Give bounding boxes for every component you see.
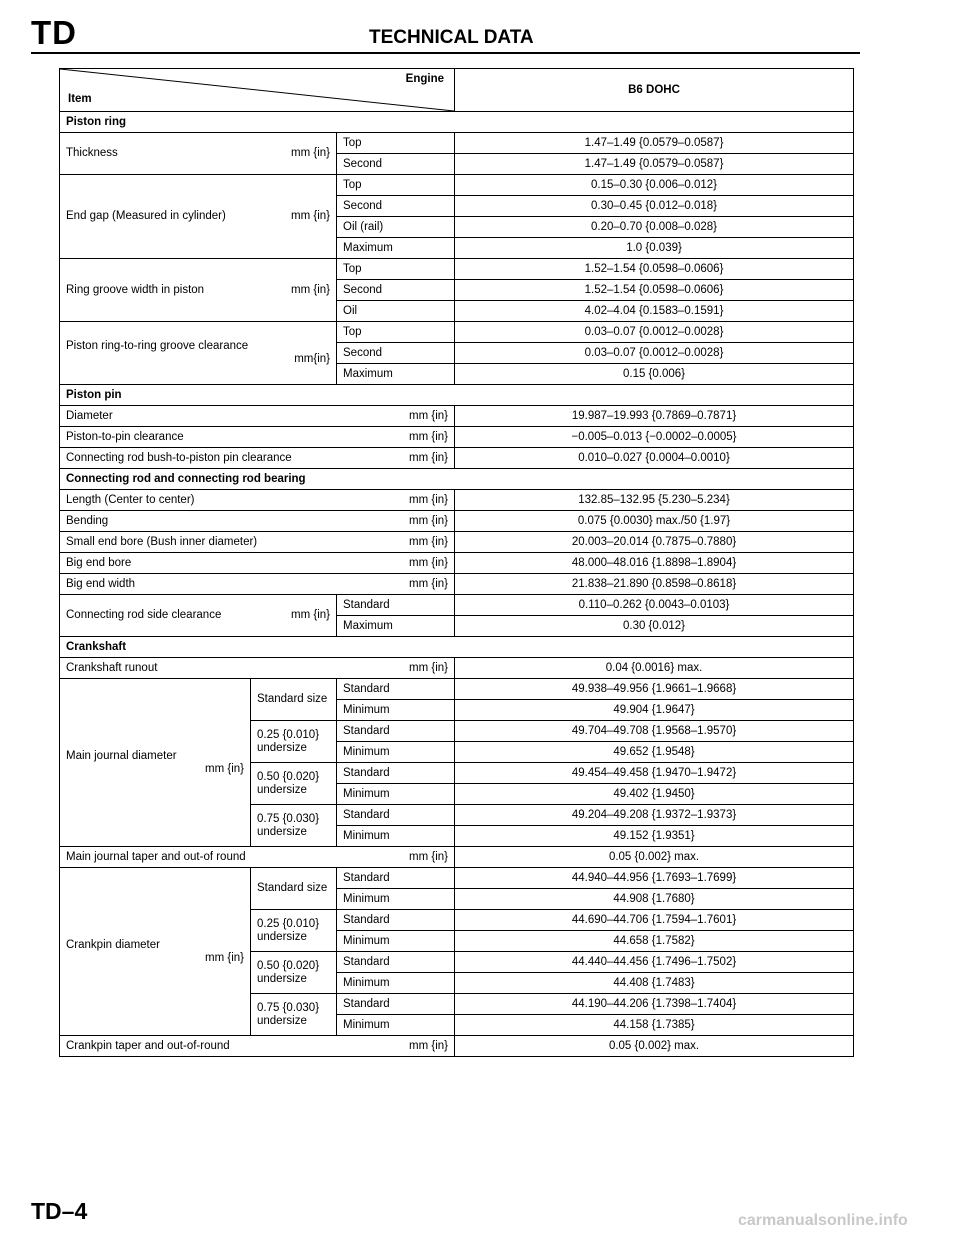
spec-value: 49.938–49.956 {1.9661–1.9668} <box>455 679 854 700</box>
sub-label: Oil <box>337 301 455 322</box>
table-row <box>60 490 854 511</box>
sub-label: Top <box>337 175 455 196</box>
spec-value: 48.000–48.016 {1.8898–1.8904} <box>455 553 854 574</box>
page-number: TD–4 <box>31 1198 88 1224</box>
spec-value: 132.85–132.95 {5.230–5.234} <box>455 490 854 511</box>
spec-value: 0.010–0.027 {0.0004–0.0010} <box>455 448 854 469</box>
spec-value: 1.52–1.54 {0.0598–0.0606} <box>455 259 854 280</box>
sub-label: Minimum <box>337 784 455 805</box>
table-row <box>60 259 854 280</box>
row-label: Connecting rod bush-to-piston pin clearance mm {in} <box>60 448 455 469</box>
section-row <box>60 637 854 658</box>
item-label: Item <box>68 93 92 105</box>
spec-value: 0.15–0.30 {0.006–0.012} <box>455 175 854 196</box>
spec-value: 0.20–0.70 {0.008–0.028} <box>455 217 854 238</box>
spec-value: 49.904 {1.9647} <box>455 700 854 721</box>
row-label: Big end width mm {in} <box>60 574 455 595</box>
row-label: Piston-to-pin clearance mm {in} <box>60 427 455 448</box>
table-row <box>60 595 854 616</box>
header-rule <box>31 52 860 54</box>
table-row <box>60 322 854 343</box>
spec-value: 0.30–0.45 {0.012–0.018} <box>455 196 854 217</box>
table-row <box>60 427 854 448</box>
spec-value: 49.652 {1.9548} <box>455 742 854 763</box>
size-label: 0.25 {0.010} undersize <box>251 721 337 763</box>
table-row <box>60 448 854 469</box>
sub-label: Second <box>337 343 455 364</box>
size-label: Standard size <box>251 679 337 721</box>
table-row <box>60 658 854 679</box>
table-row <box>60 553 854 574</box>
table-row <box>60 532 854 553</box>
spec-value: 21.838–21.890 {0.8598–0.8618} <box>455 574 854 595</box>
spec-value: 0.075 {0.0030} max./50 {1.97} <box>455 511 854 532</box>
row-label: Main journal diameter mm {in} <box>60 679 251 847</box>
row-label: Crankshaft runout mm {in} <box>60 658 455 679</box>
row-label: Crankpin taper and out-of-round mm {in} <box>60 1036 455 1057</box>
table-header-row <box>60 69 854 112</box>
spec-value: 0.03–0.07 {0.0012–0.0028} <box>455 343 854 364</box>
sub-label: Second <box>337 280 455 301</box>
size-label: 0.75 {0.030} undersize <box>251 994 337 1036</box>
table-row <box>60 679 854 700</box>
sub-label: Standard <box>337 994 455 1015</box>
spec-value: 19.987–19.993 {0.7869–0.7871} <box>455 406 854 427</box>
spec-value: 44.908 {1.7680} <box>455 889 854 910</box>
table-row <box>60 574 854 595</box>
table-row <box>60 133 854 154</box>
spec-value: 1.52–1.54 {0.0598–0.0606} <box>455 280 854 301</box>
section-row <box>60 469 854 490</box>
sub-label: Minimum <box>337 889 455 910</box>
spec-value: 0.05 {0.002} max. <box>455 1036 854 1057</box>
spec-value: 1.47–1.49 {0.0579–0.0587} <box>455 154 854 175</box>
size-label: 0.50 {0.020} undersize <box>251 952 337 994</box>
table-row <box>60 847 854 868</box>
spec-value: 44.408 {1.7483} <box>455 973 854 994</box>
spec-value: 4.02–4.04 {0.1583–0.1591} <box>455 301 854 322</box>
table-row <box>60 175 854 196</box>
section-title: Piston pin <box>60 385 854 406</box>
sub-label: Maximum <box>337 364 455 385</box>
sub-label: Standard <box>337 721 455 742</box>
row-label: Big end bore mm {in} <box>60 553 455 574</box>
row-label: Main journal taper and out-of round mm {in} <box>60 847 455 868</box>
sub-label: Oil (rail) <box>337 217 455 238</box>
row-label: End gap (Measured in cylinder) mm {in} <box>60 175 337 259</box>
row-label: Piston ring-to-ring groove clearance mm{in} <box>60 322 337 385</box>
section-title: Connecting rod and connecting rod bearing <box>60 469 854 490</box>
spec-value: 49.152 {1.9351} <box>455 826 854 847</box>
sub-label: Standard <box>337 763 455 784</box>
engine-label: Engine <box>405 73 445 85</box>
sub-label: Minimum <box>337 742 455 763</box>
spec-value: 44.190–44.206 {1.7398–1.7404} <box>455 994 854 1015</box>
row-label: Length (Center to center) mm {in} <box>60 490 455 511</box>
row-label: Crankpin diameter mm {in} <box>60 868 251 1036</box>
header-item-cell <box>60 69 455 112</box>
sub-label: Top <box>337 259 455 280</box>
diagonal-line <box>60 69 454 111</box>
spec-value: 0.15 {0.006} <box>455 364 854 385</box>
spec-value: 1.0 {0.039} <box>455 238 854 259</box>
spec-value: 44.690–44.706 {1.7594–1.7601} <box>455 910 854 931</box>
watermark: carmanualsonline.info <box>738 1212 908 1229</box>
size-label: 0.75 {0.030} undersize <box>251 805 337 847</box>
spec-value: 44.158 {1.7385} <box>455 1015 854 1036</box>
sub-label: Maximum <box>337 616 455 637</box>
row-label: Thickness mm {in} <box>60 133 337 175</box>
row-label: Small end bore (Bush inner diameter) mm {in} <box>60 532 455 553</box>
sub-label: Top <box>337 133 455 154</box>
spec-value: 44.658 {1.7582} <box>455 931 854 952</box>
row-label: Diameter mm {in} <box>60 406 455 427</box>
section-row <box>60 385 854 406</box>
spec-value: 44.440–44.456 {1.7496–1.7502} <box>455 952 854 973</box>
sub-label: Minimum <box>337 1015 455 1036</box>
spec-value: −0.005–0.013 {−0.0002–0.0005} <box>455 427 854 448</box>
sub-label: Standard <box>337 679 455 700</box>
size-label: 0.25 {0.010} undersize <box>251 910 337 952</box>
table-row <box>60 511 854 532</box>
spec-value: 49.704–49.708 {1.9568–1.9570} <box>455 721 854 742</box>
spec-value: 0.05 {0.002} max. <box>455 847 854 868</box>
spec-value: 49.454–49.458 {1.9470–1.9472} <box>455 763 854 784</box>
sub-label: Minimum <box>337 931 455 952</box>
spec-value: 0.03–0.07 {0.0012–0.0028} <box>455 322 854 343</box>
sub-label: Minimum <box>337 973 455 994</box>
section-code: TD <box>31 14 77 51</box>
sub-label: Top <box>337 322 455 343</box>
sub-label: Second <box>337 196 455 217</box>
spec-value: 49.402 {1.9450} <box>455 784 854 805</box>
table-row <box>60 868 854 889</box>
section-title: Crankshaft <box>60 637 854 658</box>
section-row <box>60 112 854 133</box>
sub-label: Standard <box>337 952 455 973</box>
row-label: Bending mm {in} <box>60 511 455 532</box>
page-title: TECHNICAL DATA <box>369 27 534 48</box>
table-row <box>60 406 854 427</box>
section-title: Piston ring <box>60 112 854 133</box>
spec-value: 20.003–20.014 {0.7875–0.7880} <box>455 532 854 553</box>
sub-label: Standard <box>337 805 455 826</box>
spec-value: 0.30 {0.012} <box>455 616 854 637</box>
sub-label: Standard <box>337 910 455 931</box>
spec-value: 1.47–1.49 {0.0579–0.0587} <box>455 133 854 154</box>
spec-value: 0.04 {0.0016} max. <box>455 658 854 679</box>
spec-value: 0.110–0.262 {0.0043–0.0103} <box>455 595 854 616</box>
sub-label: Second <box>337 154 455 175</box>
row-label: Ring groove width in piston mm {in} <box>60 259 337 322</box>
row-label: Connecting rod side clearance mm {in} <box>60 595 337 637</box>
spec-value: 49.204–49.208 {1.9372–1.9373} <box>455 805 854 826</box>
spec-value: 44.940–44.956 {1.7693–1.7699} <box>455 868 854 889</box>
sub-label: Maximum <box>337 238 455 259</box>
size-label: Standard size <box>251 868 337 910</box>
sub-label: Minimum <box>337 826 455 847</box>
sub-label: Minimum <box>337 700 455 721</box>
sub-label: Standard <box>337 595 455 616</box>
table-row <box>60 1036 854 1057</box>
model-label: B6 DOHC <box>455 69 854 112</box>
size-label: 0.50 {0.020} undersize <box>251 763 337 805</box>
sub-label: Standard <box>337 868 455 889</box>
spec-table <box>59 68 854 1057</box>
